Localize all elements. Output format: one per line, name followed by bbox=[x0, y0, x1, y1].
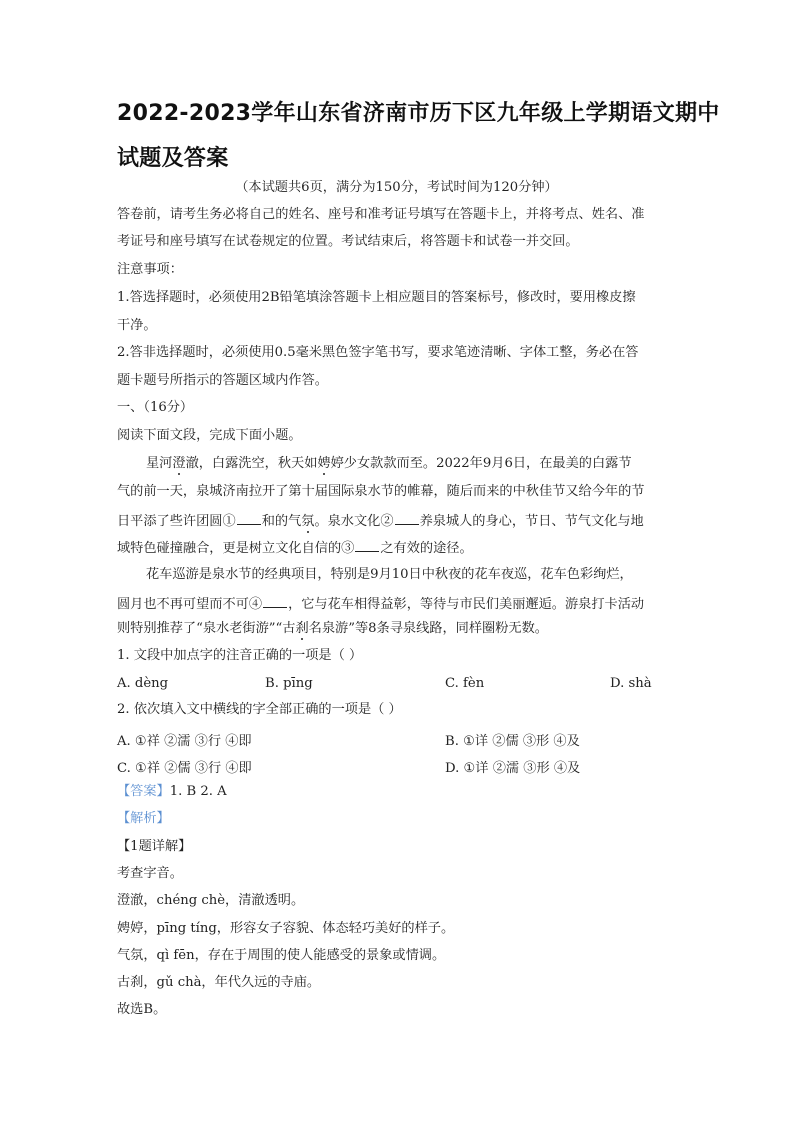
question-1-option-a: A. dèng bbox=[117, 676, 169, 691]
question-1-option-b: B. pīng bbox=[265, 676, 313, 691]
passage-para1-line1 bbox=[146, 456, 632, 472]
passage-para1-line2: 气的前一天，泉城济南拉开了第十届国际泉水节的帷幕，随后而来的中秋佳节又给今年的节 bbox=[117, 484, 645, 499]
text: 澈，白露洗空，秋天如 bbox=[185, 456, 318, 471]
text: 域特色碰撞融合，更是树立文化自信的③ bbox=[117, 541, 355, 556]
fill-blank-1 bbox=[237, 512, 261, 525]
passage-para1-line3 bbox=[117, 512, 644, 530]
text: ，它与花车相得益彰，等待与市民们美丽邂逅。游泉打卡活动 bbox=[288, 597, 645, 612]
dotted-char: 刹 bbox=[295, 621, 309, 636]
dotted-char: 氛 bbox=[301, 514, 315, 529]
fill-blank-4 bbox=[263, 595, 287, 608]
passage-para2-line1: 花车巡游是泉水节的经典项目，特别是9月10日中秋夜的花车夜巡，花车色彩绚烂， bbox=[146, 567, 633, 582]
dotted-char: 澄 bbox=[172, 456, 186, 471]
notice-item-1-line-1: 1.答选择题时，必须使用2B铅笔填涂答题卡上相应题目的答案标号，修改时，要用橡皮擦 bbox=[117, 290, 636, 305]
question-2-option-c: C. ①祥 ②儒 ③行 ④即 bbox=[117, 761, 252, 776]
question-2-option-d: D. ①详 ②濡 ③形 ④及 bbox=[445, 761, 581, 776]
text: 日平添了些许团圆① bbox=[117, 514, 236, 529]
question-1-stem: 1. 文段中加点字的注音正确的一项是（ ） bbox=[117, 648, 363, 663]
text: 。泉水文化② bbox=[314, 514, 394, 529]
question-2-option-b: B. ①详 ②儒 ③形 ④及 bbox=[445, 734, 580, 749]
passage-para1-line4 bbox=[117, 539, 473, 557]
text: 之有效的途径。 bbox=[380, 541, 473, 556]
passage-para2-line3 bbox=[117, 621, 548, 637]
text: 婷少女款款而至。2022年9月6日，在最美的白露节 bbox=[330, 456, 632, 471]
analysis-line-4: 气氛，qì fēn，存在于周围的使人能感受的景象或情调。 bbox=[117, 948, 446, 963]
analysis-line-3: 娉婷，pīng tíng，形容女子容貌、体态轻巧美好的样子。 bbox=[117, 921, 455, 936]
notice-item-1-line-2: 干净。 bbox=[117, 318, 157, 333]
answer-line bbox=[117, 784, 227, 800]
document-title-line2: 试题及答案 bbox=[117, 146, 229, 171]
section-heading: 一、（16分） bbox=[117, 400, 194, 415]
answer-value: 1. B 2. A bbox=[169, 784, 227, 799]
intro-line-2: 考证号和座号填写在试卷规定的位置。考试结束后，将答题卡和试卷一并交回。 bbox=[117, 234, 579, 249]
text: 和的气 bbox=[261, 514, 302, 529]
analysis-line-1: 考查字音。 bbox=[117, 866, 183, 881]
analysis-line-2: 澄澈，chéng chè，清澈透明。 bbox=[117, 893, 305, 908]
fill-blank-2 bbox=[395, 512, 419, 525]
question-2-stem: 2. 依次填入文中横线的字全部正确的一项是（ ） bbox=[117, 702, 402, 717]
fill-blank-3 bbox=[355, 539, 379, 552]
text: 则特别推荐了“泉水老街游”“古 bbox=[117, 621, 296, 636]
question-2-option-a: A. ①祥 ②濡 ③行 ④即 bbox=[117, 734, 252, 749]
detail-heading: 【1题详解】 bbox=[117, 839, 192, 854]
analysis-label: 【解析】 bbox=[117, 811, 170, 826]
text: 星河 bbox=[146, 456, 173, 471]
reading-prompt: 阅读下面文段，完成下面小题。 bbox=[117, 428, 302, 443]
exam-subtitle: （本试题共6页，满分为150分，考试时间为120分钟） bbox=[235, 180, 558, 195]
notice-item-2-line-1: 2.答非选择题时，必须使用0.5毫米黑色签字笔书写，要求笔迹清晰、字体工整，务必在答 bbox=[117, 345, 639, 360]
dotted-char: 娉 bbox=[317, 456, 331, 471]
notice-heading: 注意事项： bbox=[117, 262, 183, 277]
question-1-option-d: D. shà bbox=[610, 676, 652, 691]
analysis-line-6: 故选B。 bbox=[117, 1002, 167, 1017]
text: 养泉城人的身心，节日、节气文化与地 bbox=[419, 514, 644, 529]
text: 名泉游”等8条寻泉线路，同样圈粉无数。 bbox=[308, 621, 548, 636]
answer-label: 【答案】 bbox=[117, 784, 170, 799]
document-title-line1: 2022-2023学年山东省济南市历下区九年级上学期语文期中 bbox=[117, 101, 720, 126]
intro-line-1: 答卷前，请考生务必将自己的姓名、座号和准考证号填写在答题卡上，并将考点、姓名、准 bbox=[117, 207, 645, 222]
notice-item-2-line-2: 题卡题号所指示的答题区域内作答。 bbox=[117, 373, 328, 388]
passage-para2-line2 bbox=[117, 595, 644, 613]
analysis-line-5: 古刹，gǔ chà，年代久远的寺庙。 bbox=[117, 975, 321, 990]
text: 圆月也不再可望而不可④ bbox=[117, 597, 263, 612]
question-1-option-c: C. fèn bbox=[445, 676, 485, 691]
